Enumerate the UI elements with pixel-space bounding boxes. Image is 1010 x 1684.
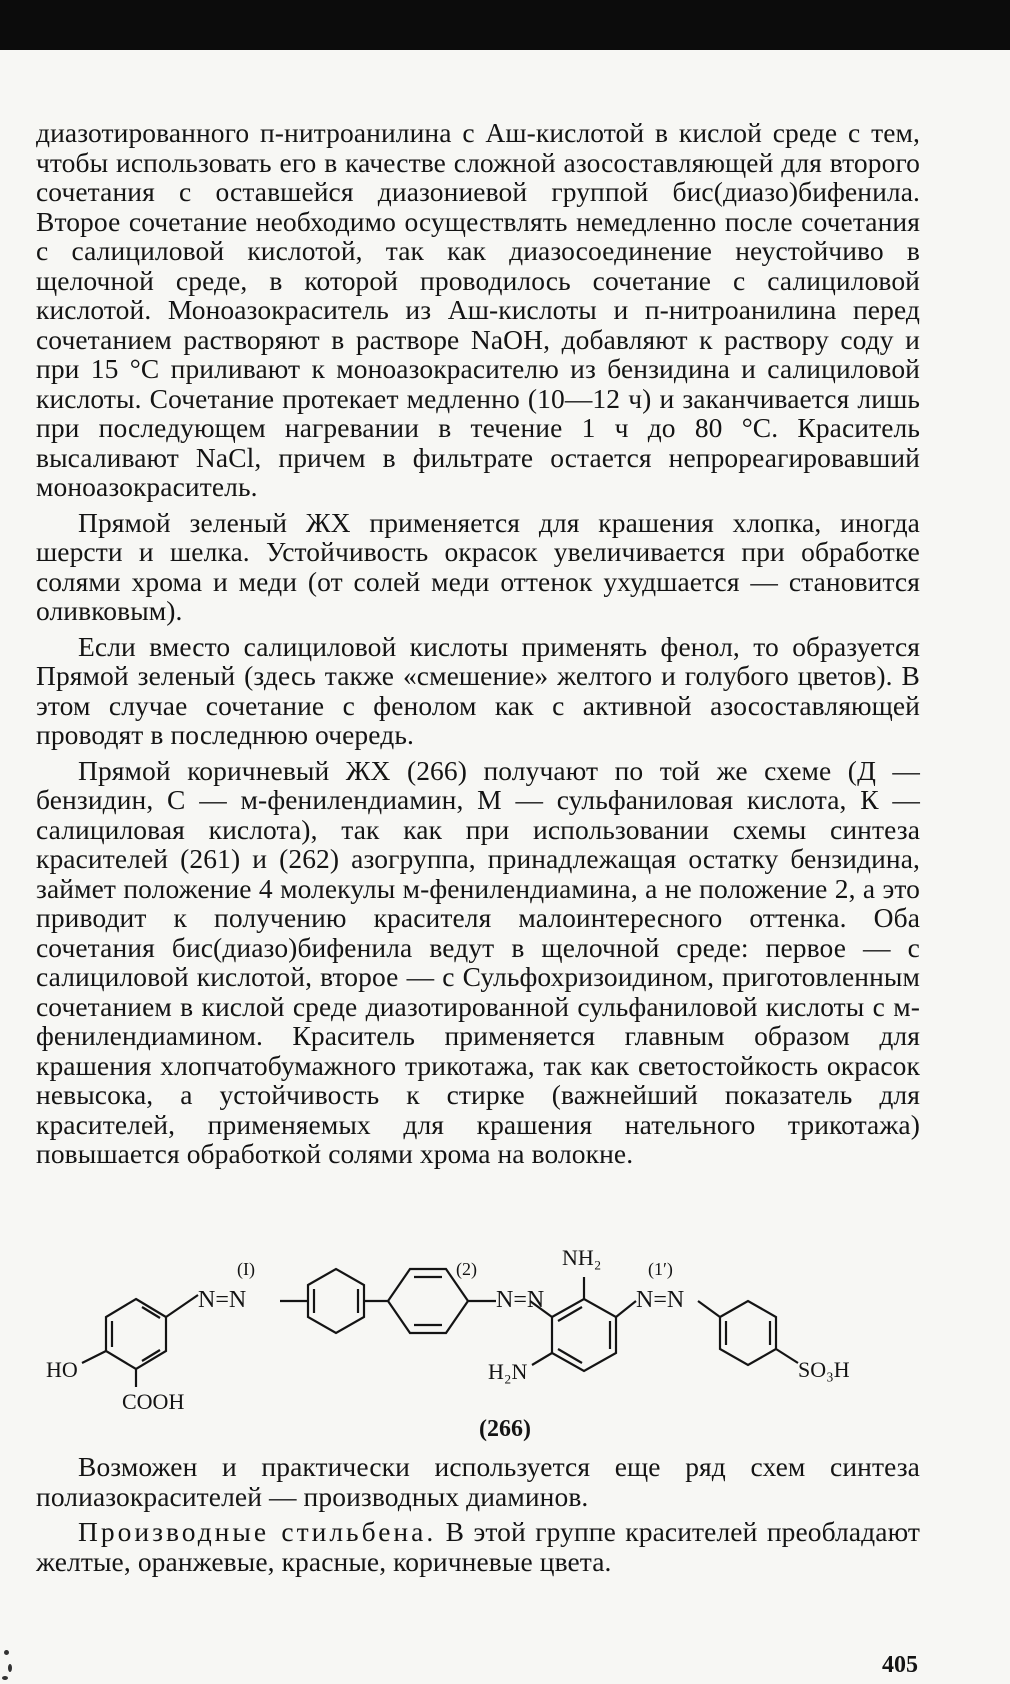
scan-speck [4,1650,9,1655]
compound-number: (266) [479,1416,531,1442]
paragraph-1: диазотированного п-нитроанилина с Аш-кислотой в кислой среде с тем, чтобы использовать его в качестве сложной азосоставляющей для второго сочетания с оставшейся диазониевой группой бис(диазо)бифенила. Второе сочетание необходимо осуществлять немедленно после сочетания с салициловой кислотой, так как диазосоединение неустойчиво в щелочной среде, в которой проводилось сочетание с салициловой кислотой. Моноазокраситель из Аш-кислоты и п-нитроанилина перед сочетанием растворяют в растворе NaOH, добавляют к раствору соду и при 15 °С приливают к моноазокрасителю из бензидина и салициловой кислоты. Сочетание протекает медленно (10—12 ч) и заканчивается лишь при последующем нагревании в течение 1 ч до 80 °С. Краситель высаливают NaCl, причем в фильтрате остается непрореагировавший моноазокраситель. [36,117,920,502]
page-number: 405 [882,1652,918,1678]
azo-group-1: N=N [198,1287,247,1313]
lower-text [36,1452,920,1576]
chemical-structure-266 [36,1237,920,1412]
label-position-1: (I) [237,1259,255,1279]
section-heading: Производные стильбена. [78,1516,437,1547]
label-position-2: (2) [456,1259,477,1279]
scan-top-border [0,0,1010,50]
ring-salicylic [106,1299,166,1369]
label-so3h: SO₃H [798,1357,850,1382]
paragraph-6-text: В этой группе красителей преобладают желтые, оранжевые, красные, коричневые цвета. [36,1516,920,1577]
paragraph-6 [36,1517,920,1576]
paragraph-5: Возможен и практически используется еще ряд схем синтеза полиазокрасителей — производных диаминов. [36,1451,920,1512]
paragraph-3: Если вместо салициловой кислоты применять фенол, то образуется Прямой зеленый (здесь также «смешение» желтого и голубого цветов). В этом случае сочетание с фенолом как с активной азосоставляющей проводят в последнюю очередь. [36,630,920,750]
ring-biphenyl-1 [308,1269,364,1333]
paragraph-4: Прямой коричневый ЖХ (266) получают по той же схеме (Д — бензидин, С — м-фенилендиамин, М — сульфаниловая кислота, К — салициловая кислота), так как при использовании схемы синтеза красителей (261) и (262) азогруппа, принадлежащая остатку бензидина, займет положение 4 молекулы м-фенилендиамина, а не положение 2, а это приводит к получению красителя малоинтересного оттенка. Оба сочетания бис(диазо)бифенила ведут в щелочной среде: первое — с салициловой кислотой, второе — с Сульфохризоидином, приготовленным сочетанием в кислой среде диазотированной сульфаниловой кислоты с м-фенилендиамином. Краситель применяется главным образом для крашения хлопчатобумажного трикотажа, так как светостойкость окрасок невысока, а устойчивость к стирке (важнейший показатель для красителей, применяемых для крашения нательного трикотажа) повышается обработкой солями хрома на волокне. [36,754,920,1169]
ring-phenylenediamine [552,1299,616,1371]
scan-speck [8,1664,12,1672]
main-text [36,118,920,1169]
label-ho: HO [46,1357,78,1382]
structure-diagram [36,1237,920,1412]
label-nh2-top: NH₂ [562,1245,602,1270]
paragraph-2: Прямой зеленый ЖХ применяется для крашения хлопка, иногда шерсти и шелка. Устойчивость окрасок увеличивается при обработке солями хрома и меди (от солей меди оттенок ухудшается — становится оливковым). [36,506,920,626]
ring-sulfanilic [720,1301,776,1365]
label-h2n: H₂N [488,1359,528,1384]
label-position-1-prime: (1′) [648,1259,673,1279]
azo-group-3: N=N [636,1287,685,1313]
label-cooh: COOH [122,1389,185,1412]
scan-speck [2,1676,8,1680]
azo-group-2: N=N [496,1287,545,1313]
